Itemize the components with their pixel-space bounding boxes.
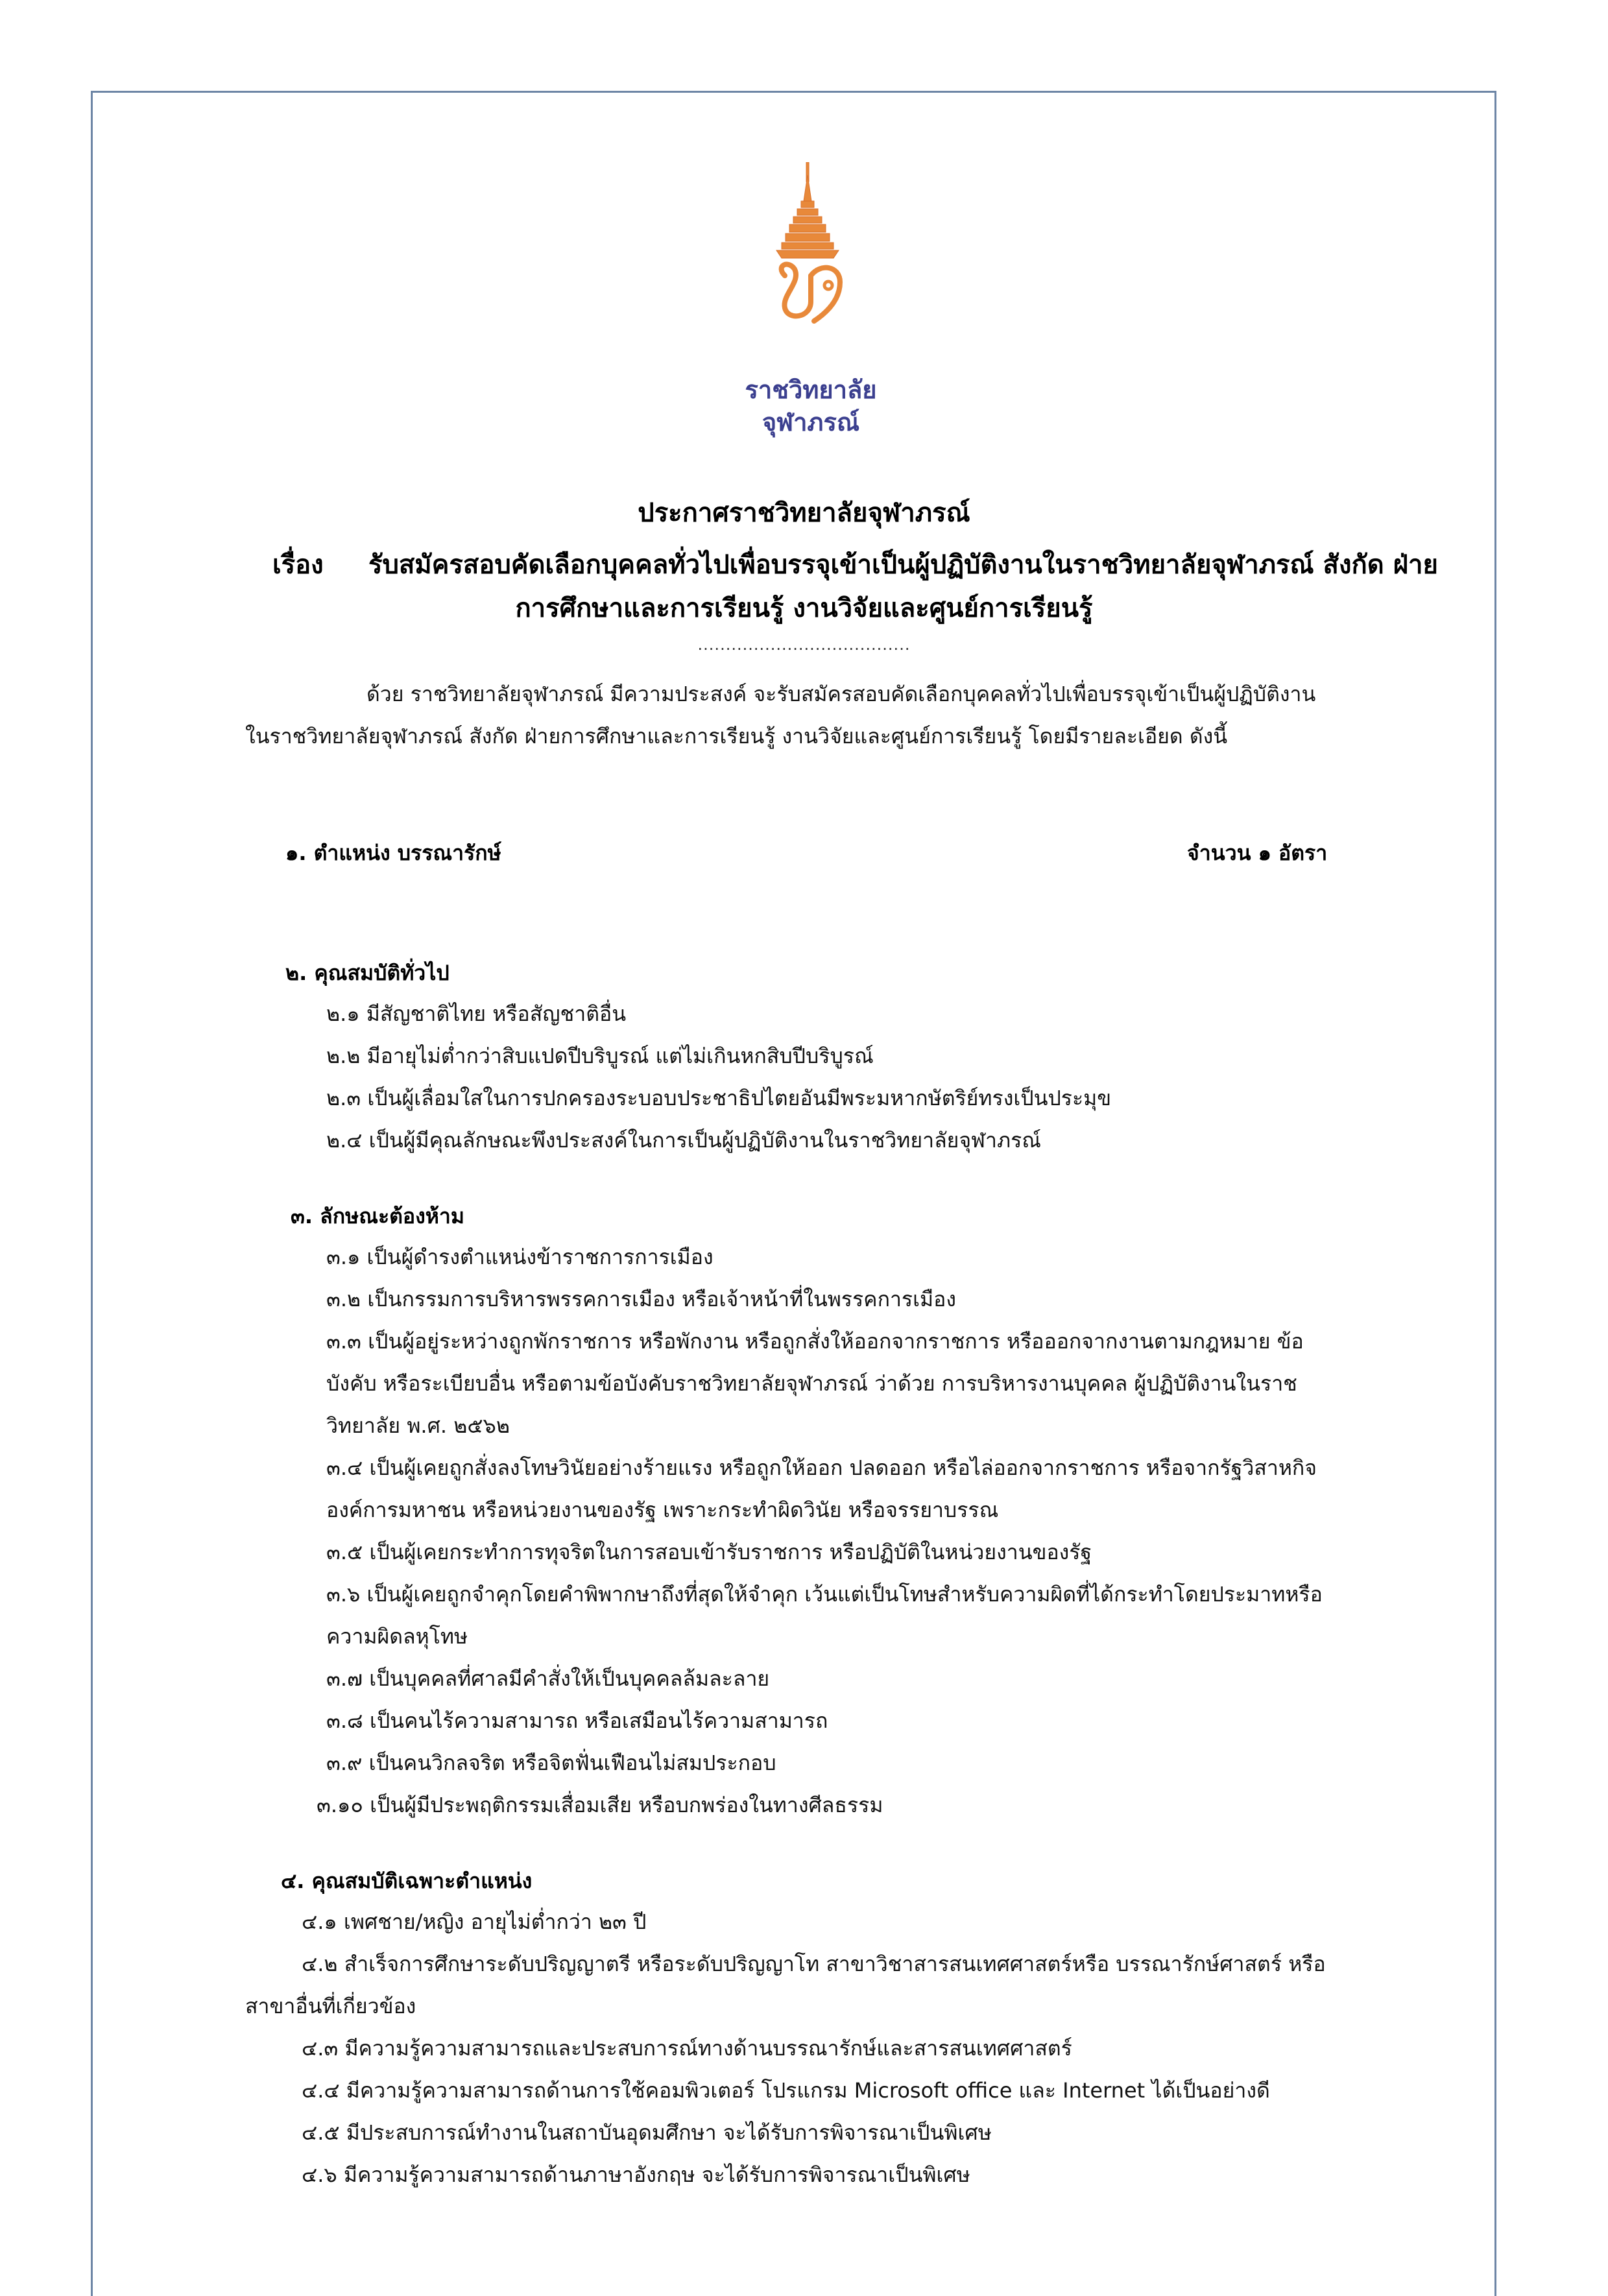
section-4-line: สาขาอื่นที่เกี่ยวข้อง — [245, 1994, 416, 2018]
section-2-item: ๒.๑ มีสัญชาติไทย หรือสัญชาติอื่น — [326, 1001, 627, 1026]
intro-line-1: ด้วย ราชวิทยาลัยจุฬาภรณ์ มีความประสงค์ จะรับสมัครสอบคัดเลือกบุคคลทั่วไปเพื่อบรรจุเข้าเป็นผู้ปฏิบัติงาน — [366, 682, 1316, 706]
section-3-line: องค์การมหาชน หรือหน่วยงานของรัฐ เพราะกระทำผิดวินัย หรือจรรยาบรรณ — [326, 1498, 999, 1522]
section-3-line: วิทยาลัย พ.ศ. ๒๕๖๒ — [326, 1413, 510, 1438]
section-2-heading: ๒. คุณสมบัติทั่วไป — [285, 961, 450, 985]
section-4-line: ๔.๒ สำเร็จการศึกษาระดับปริญญาตรี หรือระดับปริญญาโท สาขาวิชาสารสนเทศศาสตร์หรือ บรรณารักษ์ศาสตร์ หรือ — [302, 1952, 1326, 1976]
subject-label: เรื่อง — [272, 550, 324, 580]
subject-line-1: รับสมัครสอบคัดเลือกบุคคลทั่วไปเพื่อบรรจุเข้าเป็นผู้ปฏิบัติงานในราชวิทยาลัยจุฬาภรณ์ สังกัด ฝ่าย — [368, 550, 1438, 580]
logo-text-line1: ราชวิทยาลัย — [745, 376, 877, 404]
college-logo — [749, 162, 866, 324]
section-3-line: ๓.๗ เป็นบุคคลที่ศาลมีคำสั่งให้เป็นบุคคลล้มละลาย — [326, 1666, 770, 1691]
section-3-line: ๓.๘ เป็นคนไร้ความสามารถ หรือเสมือนไร้ความสามารถ — [326, 1708, 828, 1733]
section-3-line: บังคับ หรือระเบียบอื่น หรือตามข้อบังคับราชวิทยาลัยจุฬาภรณ์ ว่าด้วย การบริหารงานบุคคล ผู้ปฏิบัติงานในราช — [326, 1371, 1297, 1396]
section-3-line: ๓.๕ เป็นผู้เคยกระทำการทุจริตในการสอบเข้ารับราชการ หรือปฏิบัติในหน่วยงานของรัฐ — [326, 1540, 1092, 1564]
section-3-line: ๓.๑ เป็นผู้ดำรงตำแหน่งข้าราชการการเมือง — [326, 1245, 714, 1269]
section-2-item: ๒.๓ เป็นผู้เลื่อมใสในการปกครองระบอบประชาธิปไตยอันมีพระมหากษัตริย์ทรงเป็นประมุข — [326, 1086, 1112, 1110]
section-4-line: ๔.๑ เพศชาย/หญิง อายุไม่ต่ำกว่า ๒๓ ปี — [302, 1909, 647, 1934]
section-3-heading: ๓. ลักษณะต้องห้าม — [291, 1204, 464, 1228]
section-4-line: ๔.๖ มีความรู้ความสามารถด้านภาษาอังกฤษ จะได้รับการพิจารณาเป็นพิเศษ — [302, 2162, 970, 2187]
announcement-title: ประกาศราชวิทยาลัยจุฬาภรณ์ — [638, 498, 970, 528]
section-3-line: ๓.๓ เป็นผู้อยู่ระหว่างถูกพักราชการ หรือพักงาน หรือถูกสั่งให้ออกจากราชการ หรือออกจากงานตามกฎหมาย ข้อ — [326, 1329, 1304, 1354]
position-label: ๑. ตำแหน่ง บรรณารักษ์ — [285, 841, 501, 865]
section-3-line: ๓.๖ เป็นผู้เคยถูกจำคุกโดยคำพิพากษาถึงที่สุดให้จำคุก เว้นแต่เป็นโทษสำหรับความผิดที่ได้กระทำโดยประมาทหรือ — [326, 1582, 1323, 1607]
section-4-heading: ๔. คุณสมบัติเฉพาะตำแหน่ง — [281, 1869, 533, 1893]
dotted-separator: ...................................... — [697, 636, 911, 654]
section-3-line: ๓.๒ เป็นกรรมการบริหารพรรคการเมือง หรือเจ้าหน้าที่ในพรรคการเมือง — [326, 1287, 956, 1311]
section-4-line: ๔.๕ มีประสบการณ์ทำงานในสถาบันอุดมศึกษา จะได้รับการพิจารณาเป็นพิเศษ — [302, 2120, 992, 2145]
position-count: จำนวน ๑ อัตรา — [1187, 841, 1328, 865]
section-3-line: ความผิดลหุโทษ — [326, 1624, 468, 1649]
section-3-line: ๓.๙ เป็นคนวิกลจริต หรือจิตฟั่นเฟือนไม่สมประกอบ — [326, 1751, 776, 1775]
intro-line-2: ในราชวิทยาลัยจุฬาภรณ์ สังกัด ฝ่ายการศึกษาและการเรียนรู้ งานวิจัยและศูนย์การเรียนรู้ โดยมีรายละเอียด ดังนี้ — [245, 724, 1228, 748]
section-3-line: ๓.๑๐ เป็นผู้มีประพฤติกรรมเสื่อมเสีย หรือบกพร่องในทางศีลธรรม — [317, 1793, 883, 1817]
section-3-line: ๓.๔ เป็นผู้เคยถูกสั่งลงโทษวินัยอย่างร้ายแรง หรือถูกให้ออก ปลดออก หรือไล่ออกจากราชการ หรือจากรัฐวิสาหกิจ — [326, 1455, 1317, 1480]
section-2-item: ๒.๒ มีอายุไม่ต่ำกว่าสิบแปดปีบริบูรณ์ แต่ไม่เกินหกสิบปีบริบูรณ์ — [326, 1044, 874, 1068]
subject-line-2: การศึกษาและการเรียนรู้ งานวิจัยและศูนย์การเรียนรู้ — [515, 593, 1093, 623]
section-4-line: ๔.๓ มีความรู้ความสามารถและประสบการณ์ทางด้านบรรณารักษ์และสารสนเทศศาสตร์ — [302, 2036, 1072, 2061]
section-2-item: ๒.๔ เป็นผู้มีคุณลักษณะพึงประสงค์ในการเป็นผู้ปฏิบัติงานในราชวิทยาลัยจุฬาภรณ์ — [326, 1128, 1041, 1153]
logo-text-line2: จุฬาภรณ์ — [762, 408, 860, 436]
section-4-line: ๔.๔ มีความรู้ความสามารถด้านการใช้คอมพิวเตอร์ โปรแกรม Microsoft office และ Internet ได้เป็นอย่างดี — [302, 2078, 1270, 2103]
